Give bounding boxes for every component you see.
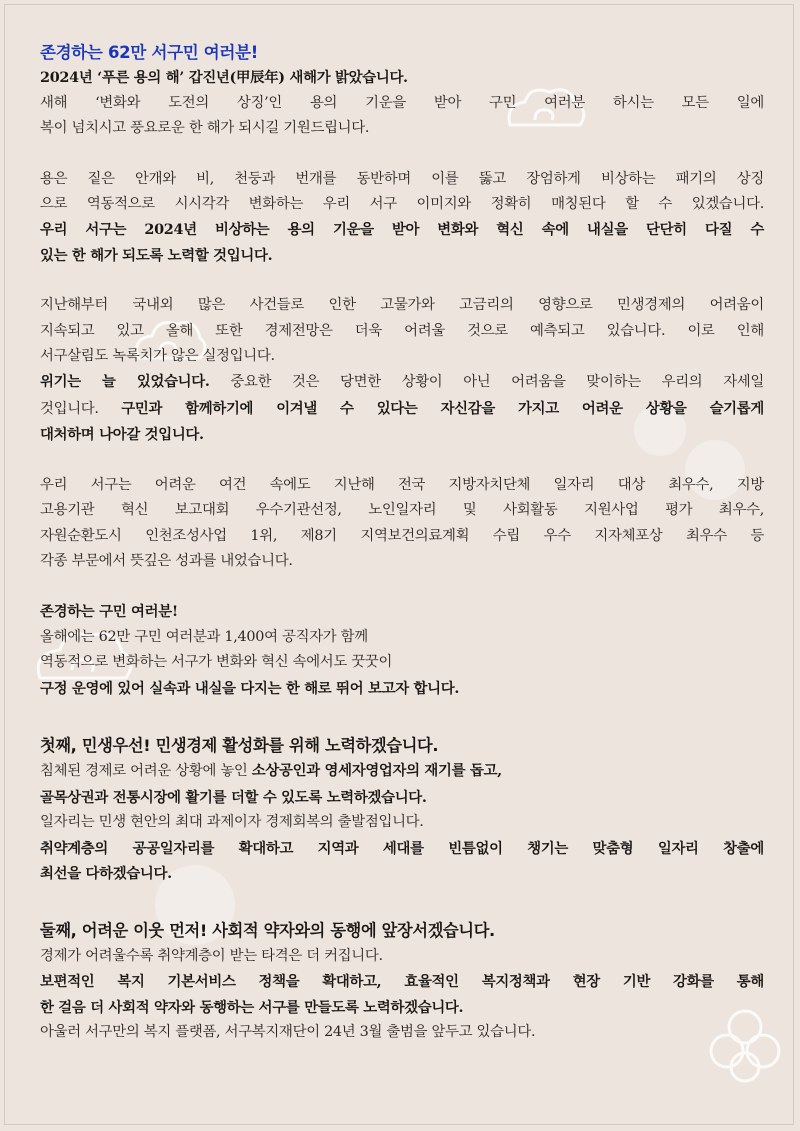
section2-heading: 둘째, 어려운 이웃 먼저! 사회적 약자와의 동행에 앞장서겠습니다. bbox=[40, 921, 495, 941]
p2-line3: 우리 서구는 2024년 비상하는 용의 기운을 받아 변화와 혁신 속에 내실을 단단히 다질 수 bbox=[40, 221, 764, 239]
greeting-title: 존경하는 62만 서구민 여러분! bbox=[40, 43, 258, 62]
p3-line3: 서구살림도 녹록치가 않은 실정입니다. bbox=[40, 348, 275, 365]
p3-bold-confidence: 구민과 함께하기에 이겨낼 수 있다는 자신감을 가지고 어려운 상황을 슬기롭게 bbox=[121, 399, 764, 417]
p5-line4: 구정 운영에 있어 실속과 내실을 다지는 한 해로 뛰어 보고자 합니다. bbox=[40, 679, 460, 697]
p1-line1: 2024년 ‘푸른 용의 해’ 갑진년(甲辰年) 새해가 밝았습니다. bbox=[40, 69, 408, 87]
p3-attitude: 중요한 것은 당면한 상황이 아닌 어려움을 맞이하는 우리의 자세일 bbox=[209, 374, 764, 391]
p3-bold-crisis: 위기는 늘 있었습니다. bbox=[40, 373, 210, 391]
p5-line3: 역동적으로 변화하는 서구가 변화와 혁신 속에서도 꿋꿋이 bbox=[40, 654, 393, 671]
p4-line3: 자원순환도시 인천조성사업 1위, 제8기 지역보건의료계획 수립 우수 지자체포상 최우수 등 bbox=[40, 527, 764, 544]
p3-line1: 지난해부터 국내외 많은 사건들로 인한 고물가와 고금리의 영향으로 민생경제의 어려움이 bbox=[40, 297, 764, 314]
s2-line3: 한 걸음 더 사회적 약자와 동행하는 서구를 만들도록 노력하겠습니다. bbox=[40, 998, 464, 1016]
s1-line1 bbox=[40, 758, 764, 784]
p3-line4 bbox=[40, 369, 764, 395]
p1-line2: 새해 ‘변화와 도전의 상징’인 용의 기운을 받아 구민 여러분 하시는 모든 일에 bbox=[40, 94, 764, 111]
p5-line1: 존경하는 구민 여러분! bbox=[40, 603, 178, 621]
p3-line6: 대처하며 나아갈 것입니다. bbox=[40, 426, 204, 444]
s1-line1-bold: 소상공인과 영세자영업자의 재기를 돕고, bbox=[251, 762, 502, 780]
p5-line2: 올해에는 62만 구민 여러분과 1,400여 공직자가 함께 bbox=[40, 628, 368, 645]
p2-line1: 용은 짙은 안개와 비, 천둥과 번개를 동반하며 이를 뚫고 장엄하게 비상하는 패기의 상징 bbox=[40, 170, 764, 187]
p3-it-is: 것입니다. bbox=[40, 400, 122, 417]
s1-line2: 골목상권과 전통시장에 활기를 더할 수 있도록 노력하겠습니다. bbox=[40, 788, 427, 806]
s1-line1-plain: 침체된 경제로 어려운 상황에 놓인 bbox=[40, 763, 252, 780]
s2-line4: 아울러 서구만의 복지 플랫폼, 서구복지재단이 24년 3월 출범을 앞두고 있습니다. bbox=[40, 1024, 536, 1040]
p4-line1: 우리 서구는 어려운 여건 속에도 지난해 전국 지방자치단체 일자리 대상 최우수, 지방 bbox=[40, 476, 764, 493]
s1-line4: 취약계층의 공공일자리를 확대하고 지역과 세대를 빈틈없이 챙기는 맞춤형 일자리 창출에 bbox=[40, 839, 764, 857]
section1-heading: 첫째, 민생우선! 민생경제 활성화를 위해 노력하겠습니다. bbox=[40, 735, 439, 755]
s2-line1: 경제가 어려울수록 취약계층이 받는 타격은 더 커집니다. bbox=[40, 947, 383, 964]
p3-line5 bbox=[40, 396, 764, 422]
s1-line3: 일자리는 민생 현안의 최대 과제이자 경제회복의 출발점입니다. bbox=[40, 814, 424, 831]
letter-body bbox=[40, 40, 764, 1045]
p2-line4: 있는 한 해가 되도록 노력할 것입니다. bbox=[40, 246, 273, 264]
p3-line2: 지속되고 있고 올해 또한 경제전망은 더욱 어려울 것으로 예측되고 있습니다. 이로 인해 bbox=[40, 322, 764, 339]
p4-line2: 고용기관 혁신 보고대회 우수기관선정, 노인일자리 및 사회활동 지원사업 평가 최우수, bbox=[40, 502, 764, 519]
p1-line3: 복이 넘치시고 풍요로운 한 해가 되시길 기원드립니다. bbox=[40, 120, 370, 137]
p2-line2: 으로 역동적으로 시시각각 변화하는 우리 서구 이미지와 정확히 매칭된다 할 수 있겠습니다. bbox=[40, 196, 764, 213]
s1-line5: 최선을 다하겠습니다. bbox=[40, 864, 172, 882]
s2-line2: 보편적인 복지 기본서비스 정책을 확대하고, 효율적인 복지정책과 현장 기반 강화를 통해 bbox=[40, 973, 764, 991]
p4-line4: 각종 부문에서 뜻깊은 성과를 내었습니다. bbox=[40, 552, 293, 569]
